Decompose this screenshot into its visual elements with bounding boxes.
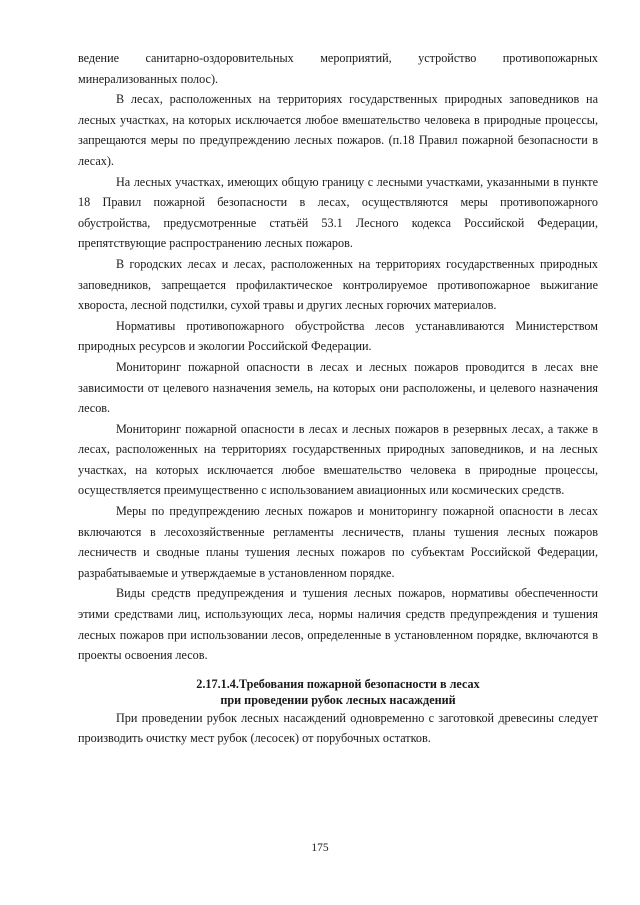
page-number: 175: [311, 842, 329, 854]
page-body: [78, 48, 598, 749]
section-heading-line-2: при проведении рубок лесных насаждений: [220, 692, 456, 707]
paragraph-9: Виды средств предупреждения и тушения лесных пожаров, нормативы обеспеченности этими средствами лиц, использующих леса, нормы наличия средств предупреждения и тушения лесных пожаров при использовании лесов, определенные в установленном порядке, включаются в проекты освоения лесов.: [78, 586, 598, 663]
section-heading-line-1: 2.17.1.4.Требования пожарной безопасности в лесах: [196, 676, 480, 691]
paragraph-2: В лесах, расположенных на территориях государственных природных заповедников на лесных участках, на которых исключается любое вмешательство человека в природные процессы, запрещаются меры по предупреждению лесных пожаров. (п.18 Правил пожарной безопасности в лесах).: [78, 92, 598, 168]
paragraph-8: Меры по предупреждению лесных пожаров и мониторингу пожарной опасности в лесах включаются в лесохозяйственные регламенты лесничеств, планы тушения лесных пожаров лесничеств и сводные планы тушения лесных пожаров по субъектам Российской Федерации, разрабатываемые и утверждаемые в установленном порядке.: [78, 504, 598, 580]
paragraph-final: При проведении рубок лесных насаждений одновременно с заготовкой древесины следует производить очистку мест рубок (лесосек) от порубочных остатков.: [78, 710, 598, 746]
paragraph-1: ведение санитарно-оздоровительных мероприятий, устройство противопожарных минерализованных полос).: [78, 51, 598, 86]
paragraph-6: Мониторинг пожарной опасности в лесах и лесных пожаров проводится в лесах вне зависимости от целевого назначения земель, на которых они расположены, и целевого назначения лесов.: [78, 359, 598, 416]
paragraph-3: На лесных участках, имеющих общую границу с лесными участками, указанными в пункте 18 Правил пожарной безопасности в лесах, осуществляются меры противопожарного обустройства, предусмотренные статьёй 53.1 Лесного кодекса Российской Федерации, препятствующие распространению лесных пожаров.: [78, 174, 598, 251]
section-heading: [78, 676, 598, 708]
paragraph-5: Нормативы противопожарного обустройства лесов устанавливаются Министерством природных ресурсов и экологии Российской Федерации.: [78, 318, 598, 354]
paragraph-4: В городских лесах и лесах, расположенных на территориях государственных природных заповедников, запрещается профилактическое контролируемое противопожарное выжигание хвороста, лесной подстилки, сухой травы и других лесных горючих материалов.: [78, 256, 598, 313]
paragraph-7: Мониторинг пожарной опасности в лесах и лесных пожаров в резервных лесах, а также в лесах, расположенных на территориях государственных природных заповедников, и на лесных участках, на которых исключается любое вмешательство человека в природные процессы, осуществляется преимущественно с использованием авиационных или космических средств.: [78, 421, 598, 498]
